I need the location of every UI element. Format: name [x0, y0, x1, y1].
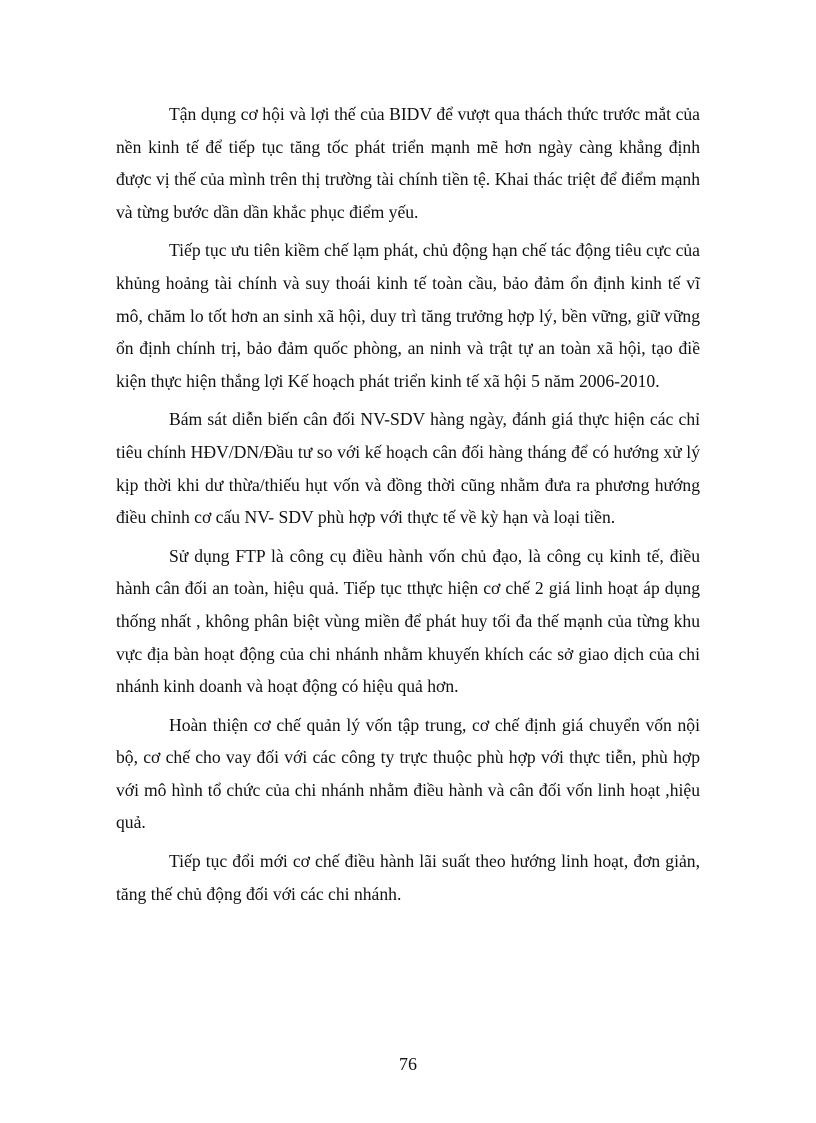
page-number: 76 — [399, 1054, 417, 1074]
paragraph: Tiếp tục đổi mới cơ chế điều hành lãi suất theo hướng linh hoạt, đơn giản, tăng thế chủ động đối với các chi nhánh. — [116, 851, 700, 904]
paragraph: Tiếp tục ưu tiên kiềm chế lạm phát, chủ động hạn chế tác động tiêu cực của khủng hoảng tài chính và suy thoái kinh tế toàn cầu, bảo đảm ổn định kinh tế vĩ mô, chăm lo tốt hơn an sinh xã hội, duy trì tăng trưởng hợp lý, bền vững, giữ vững ổn định chính trị, bảo đảm quốc phòng, an ninh và trật tự an toàn xã hội, tạo điề kiện thực hiện thắng lợi Kế hoạch phát triển kinh tế xã hội 5 năm 2006-2010. — [116, 240, 700, 391]
paragraph: Sử dụng FTP là công cụ điều hành vốn chủ đạo, là công cụ kinh tế, điều hành cân đối an toàn, hiệu quả. Tiếp tục tthực hiện cơ chế 2 giá linh hoạt áp dụng thống nhất , không phân biệt vùng miền để phát huy tối đa thế mạnh của từng khu vực địa bàn hoạt động của chi nhánh nhằm khuyến khích các sở giao dịch của chi nhánh kinh doanh và hoạt động có hiệu quả hơn. — [116, 545, 700, 697]
paragraph: Hoàn thiện cơ chế quản lý vốn tập trung, cơ chế định giá chuyển vốn nội bộ, cơ chế cho vay đối với các công ty trực thuộc phù hợp với thực tiễn, phù hợp với mô hình tổ chức của chi nhánh nhằm điều hành và cân đối vốn linh hoạt ,hiệu quả. — [116, 714, 700, 833]
page-body — [116, 98, 700, 916]
paragraph: Bám sát diễn biến cân đối NV-SDV hàng ngày, đánh giá thực hiện các chỉ tiêu chính HĐV/DN/Đầu tư so với kế hoạch cân đối hàng tháng để có hướng xử lý kịp thời khi dư thừa/thiếu hụt vốn và đồng thời cũng nhằm đưa ra phương hướng điều chỉnh cơ cấu NV- SDV phù hợp với thực tế về kỳ hạn và loại tiền. — [116, 409, 700, 528]
paragraph: Tận dụng cơ hội và lợi thế của BIDV để vượt qua thách thức trước mắt của nền kinh tế để tiếp tục tăng tốc phát triển mạnh mẽ hơn ngày càng khẳng định được vị thế của mình trên thị trường tài chính tiền tệ. Khai thác triệt để điểm mạnh và từng bước dần dần khắc phục điểm yếu. — [116, 104, 700, 222]
